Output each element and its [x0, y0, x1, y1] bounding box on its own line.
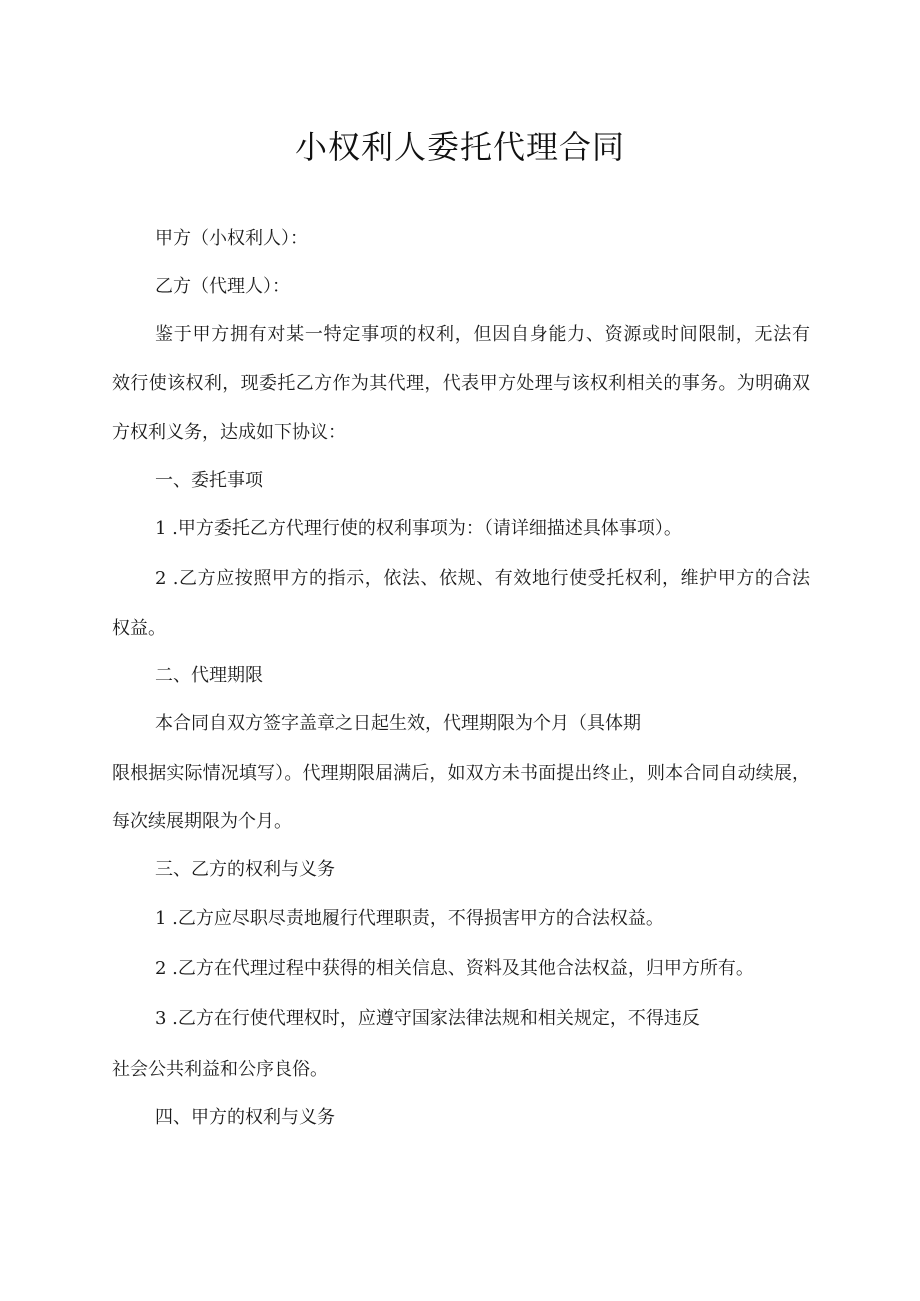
clause-3-3-line-1: 3 .乙方在行使代理权时，应遵守国家法律法规和相关规定，不得违反	[155, 1008, 700, 1029]
clause-1-2-line-1: 2 .乙方应按照甲方的指示，依法、依规、有效地行使受托权利，维护甲方的合法	[155, 568, 810, 589]
clause-1-1: 1 .甲方委托乙方代理行使的权利事项为：（请详细描述具体事项）。	[155, 518, 682, 539]
term-line-1: 本合同自双方签字盖章之日起生效，代理期限为个月（具体期	[155, 713, 641, 734]
term-line-3: 每次续展期限为个月。	[112, 811, 292, 832]
preamble-line-3: 方权利义务，达成如下协议：	[112, 422, 346, 443]
party-b-line: 乙方（代理人）：	[155, 276, 290, 297]
term-line-2: 限根据实际情况填写）。代理期限届满后，如双方未书面提出终止，则本合同自动续展，	[112, 763, 810, 784]
preamble-line-2: 效行使该权利，现委托乙方作为其代理，代表甲方处理与该权利相关的事务。为明确双	[112, 373, 810, 394]
section-heading-4: 四、甲方的权利与义务	[155, 1107, 335, 1128]
clause-1-2-line-2: 权益。	[112, 618, 166, 639]
party-a-line: 甲方（小权利人）：	[155, 228, 308, 249]
document-title: 小权利人委托代理合同	[294, 128, 625, 166]
section-heading-3: 三、乙方的权利与义务	[155, 859, 335, 880]
clause-3-2: 2 .乙方在代理过程中获得的相关信息、资料及其他合法权益，归甲方所有。	[155, 958, 754, 979]
preamble-line-1: 鉴于甲方拥有对某一特定事项的权利，但因自身能力、资源或时间限制，无法有	[155, 324, 810, 345]
section-heading-1: 一、委托事项	[155, 470, 263, 491]
clause-3-1: 1 .乙方应尽职尽责地履行代理职责，不得损害甲方的合法权益。	[155, 908, 664, 929]
section-heading-2: 二、代理期限	[155, 665, 263, 686]
clause-3-3-line-2: 社会公共利益和公序良俗。	[112, 1059, 328, 1080]
